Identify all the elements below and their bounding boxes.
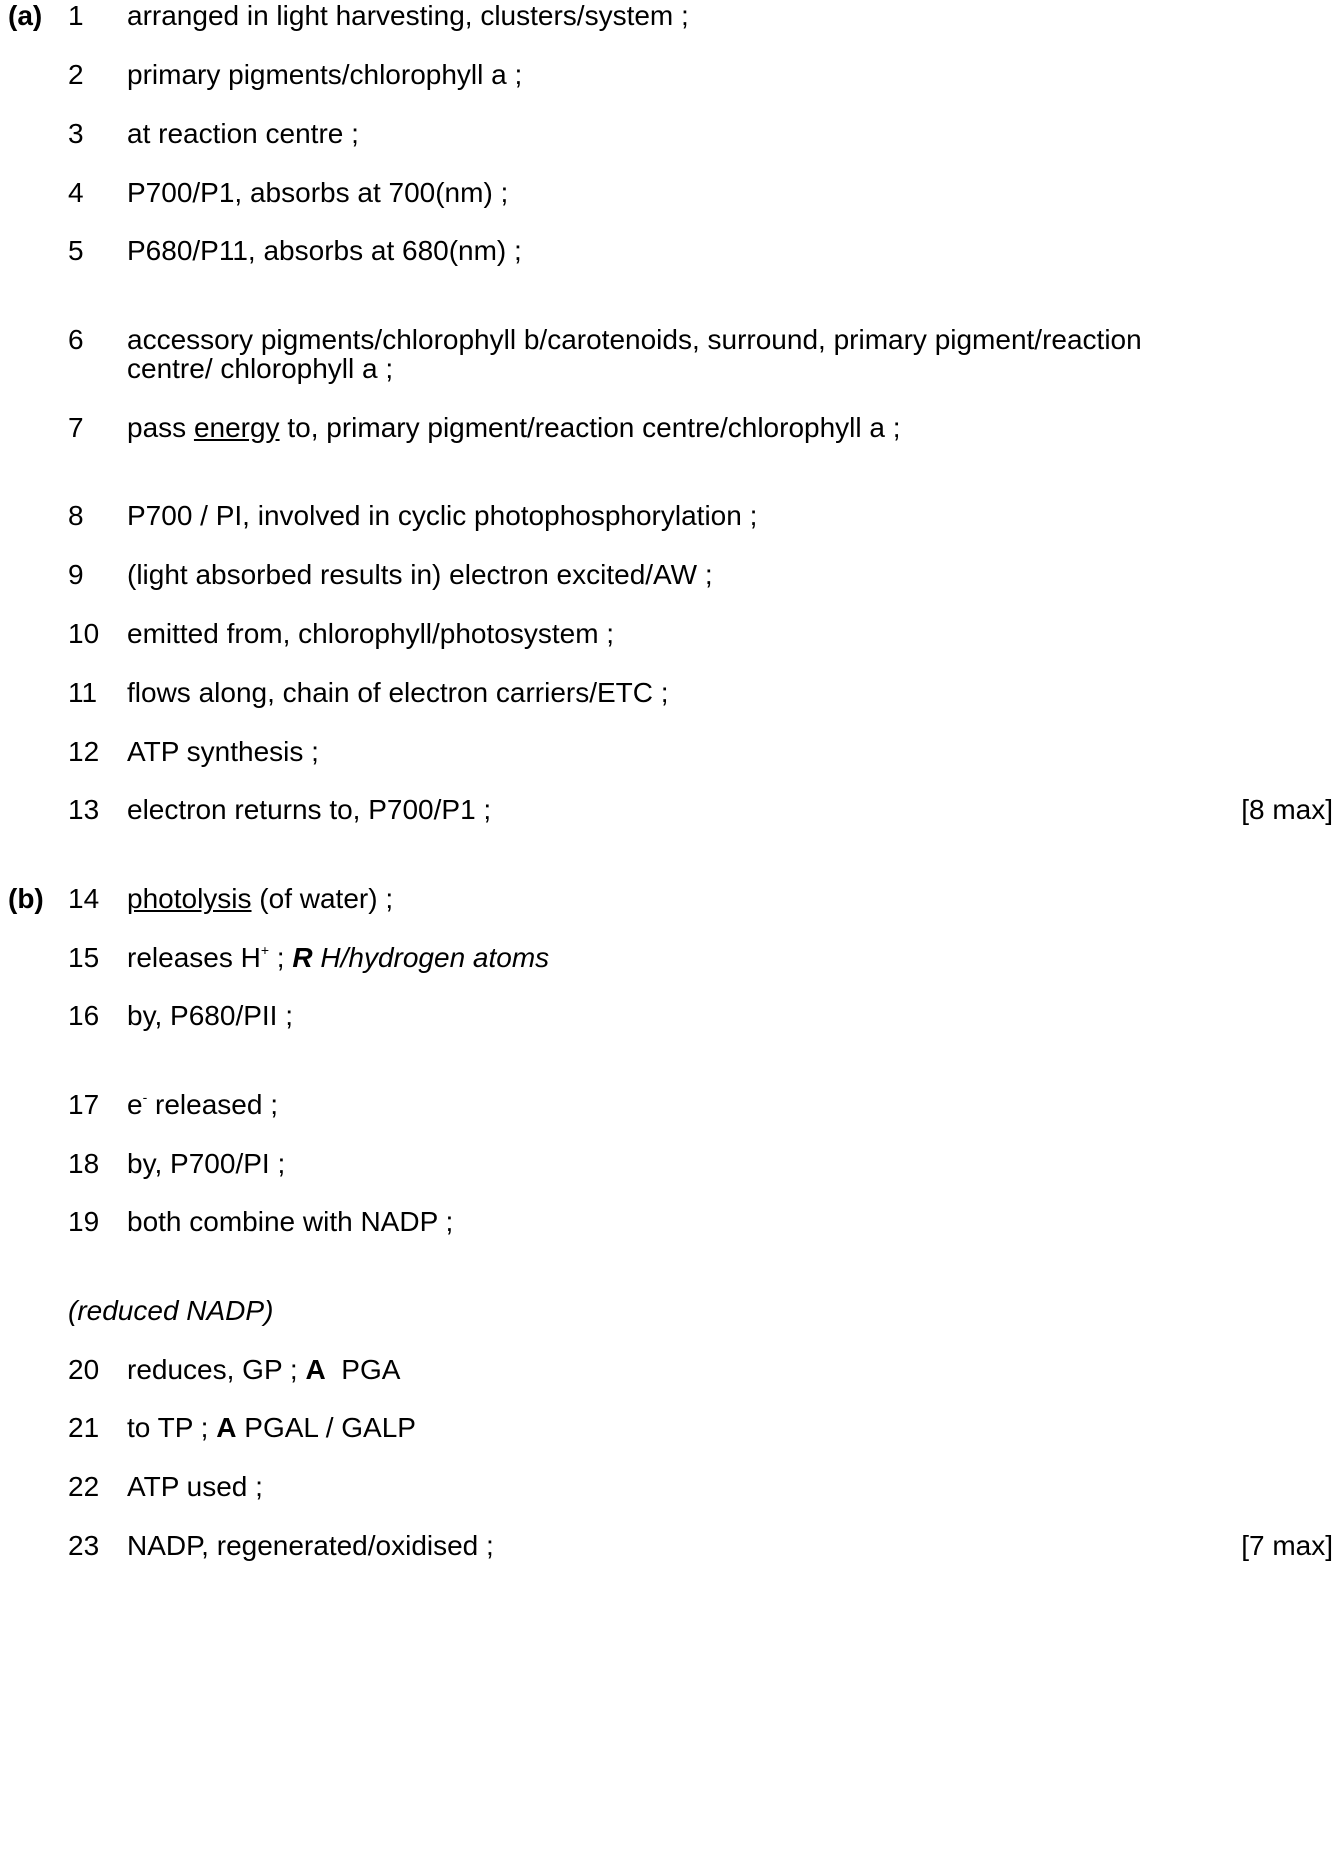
item-number: 21 xyxy=(68,1412,100,1443)
item-number: 23 xyxy=(68,1530,100,1561)
answer-row-20 xyxy=(0,1350,1337,1390)
item-number: 14 xyxy=(68,883,100,914)
item-text: accessory pigments/chlorophyll b/carotenoids, surround, primary pigment/reaction xyxy=(127,324,1142,355)
answer-row-23 xyxy=(0,1526,1337,1566)
item-number: 8 xyxy=(68,500,84,531)
item-text: electron returns to, P700/P1 ; xyxy=(127,794,492,825)
item-text: NADP, regenerated/oxidised ; xyxy=(127,1530,494,1561)
answer-row-2 xyxy=(0,55,1337,95)
answer-row-22 xyxy=(0,1467,1337,1507)
answer-row-13 xyxy=(0,790,1337,830)
item-text: ATP used ; xyxy=(127,1471,263,1502)
item-number: 5 xyxy=(68,235,84,266)
item-text xyxy=(127,1350,400,1390)
answer-row-11 xyxy=(0,673,1337,713)
item-text: ATP synthesis ; xyxy=(127,736,319,767)
item-number: 20 xyxy=(68,1354,100,1385)
item-number: 7 xyxy=(68,412,84,443)
answer-row-9 xyxy=(0,555,1337,595)
item-text: at reaction centre ; xyxy=(127,118,359,149)
part-label-a: (a) xyxy=(8,0,43,31)
item-text-post: released ; xyxy=(147,1089,278,1120)
answer-row-15 xyxy=(0,938,1337,978)
item-text xyxy=(127,938,549,978)
answer-row-12 xyxy=(0,732,1337,772)
max-marks-a: [8 max] xyxy=(1241,794,1333,825)
item-number: 18 xyxy=(68,1148,100,1179)
item-number: 9 xyxy=(68,559,84,590)
item-text: P700/P1, absorbs at 700(nm) ; xyxy=(127,177,509,208)
item-text xyxy=(127,408,901,448)
item-text-post: PGAL / GALP xyxy=(236,1412,416,1443)
superscript: - xyxy=(142,1089,148,1105)
item-text: primary pigments/chlorophyll a ; xyxy=(127,59,523,90)
item-number: 17 xyxy=(68,1089,100,1120)
note-row xyxy=(0,1291,1337,1331)
item-number: 16 xyxy=(68,1000,100,1031)
part-label-b: (b) xyxy=(8,883,44,914)
reject-text: H/hydrogen atoms xyxy=(312,942,550,973)
item-text-pre: to TP ; xyxy=(127,1412,217,1443)
answer-row-10 xyxy=(0,614,1337,654)
answer-row-1 xyxy=(0,0,1337,36)
item-number: 12 xyxy=(68,736,100,767)
item-text: by, P680/PII ; xyxy=(127,1000,294,1031)
item-number: 4 xyxy=(68,177,84,208)
item-text-pre: pass xyxy=(127,412,194,443)
answer-row-5 xyxy=(0,231,1337,271)
answer-row-8 xyxy=(0,496,1337,536)
item-number: 10 xyxy=(68,618,100,649)
note-reduced-nadp: (reduced NADP) xyxy=(68,1295,274,1326)
item-text: P700 / PI, involved in cyclic photophosphorylation ; xyxy=(127,500,758,531)
item-text xyxy=(127,879,393,919)
item-text-post: to, primary pigment/reaction centre/chlorophyll a ; xyxy=(279,412,901,443)
item-text-pre: reduces, GP ; xyxy=(127,1354,306,1385)
item-number: 22 xyxy=(68,1471,100,1502)
item-text-post: (of water) ; xyxy=(251,883,394,914)
item-text: emitted from, chlorophyll/photosystem ; xyxy=(127,618,615,649)
item-text: P680/P11, absorbs at 680(nm) ; xyxy=(127,235,522,266)
item-number: 3 xyxy=(68,118,84,149)
answer-row-21 xyxy=(0,1408,1337,1448)
item-number: 1 xyxy=(68,0,84,31)
item-text-pre: e xyxy=(127,1089,143,1120)
max-marks-b: [7 max] xyxy=(1241,1530,1333,1561)
item-number: 6 xyxy=(68,324,84,355)
accept-marker: A xyxy=(216,1412,237,1443)
answer-row-17 xyxy=(0,1085,1337,1125)
superscript: + xyxy=(260,942,270,958)
item-number: 2 xyxy=(68,59,84,90)
item-text: flows along, chain of electron carriers/ETC ; xyxy=(127,677,669,708)
accept-marker: A xyxy=(305,1354,326,1385)
answer-row-18 xyxy=(0,1144,1337,1184)
answer-row-3 xyxy=(0,114,1337,154)
underlined-term: photolysis xyxy=(127,883,252,914)
answer-row-7 xyxy=(0,408,1337,448)
reject-marker: R xyxy=(292,942,313,973)
item-text-pre: releases H xyxy=(127,942,261,973)
item-text xyxy=(127,1085,278,1125)
answer-row-4 xyxy=(0,173,1337,213)
item-number: 19 xyxy=(68,1206,100,1237)
answer-row-16 xyxy=(0,996,1337,1036)
item-number: 13 xyxy=(68,794,100,825)
item-text-mid: ; xyxy=(269,942,293,973)
underlined-term: energy xyxy=(193,412,280,443)
item-text: arranged in light harvesting, clusters/system ; xyxy=(127,0,689,31)
item-number: 11 xyxy=(68,677,98,708)
item-text: (light absorbed results in) electron excited/AW ; xyxy=(127,559,713,590)
item-number: 15 xyxy=(68,942,100,973)
answer-row-6-continuation: centre/ chlorophyll a ; xyxy=(127,353,394,384)
item-text: both combine with NADP ; xyxy=(127,1206,454,1237)
item-text: by, P700/PI ; xyxy=(127,1148,286,1179)
item-text-post: PGA xyxy=(325,1354,401,1385)
item-text xyxy=(127,1408,416,1448)
answer-row-14 xyxy=(0,879,1337,919)
answer-row-19 xyxy=(0,1202,1337,1242)
